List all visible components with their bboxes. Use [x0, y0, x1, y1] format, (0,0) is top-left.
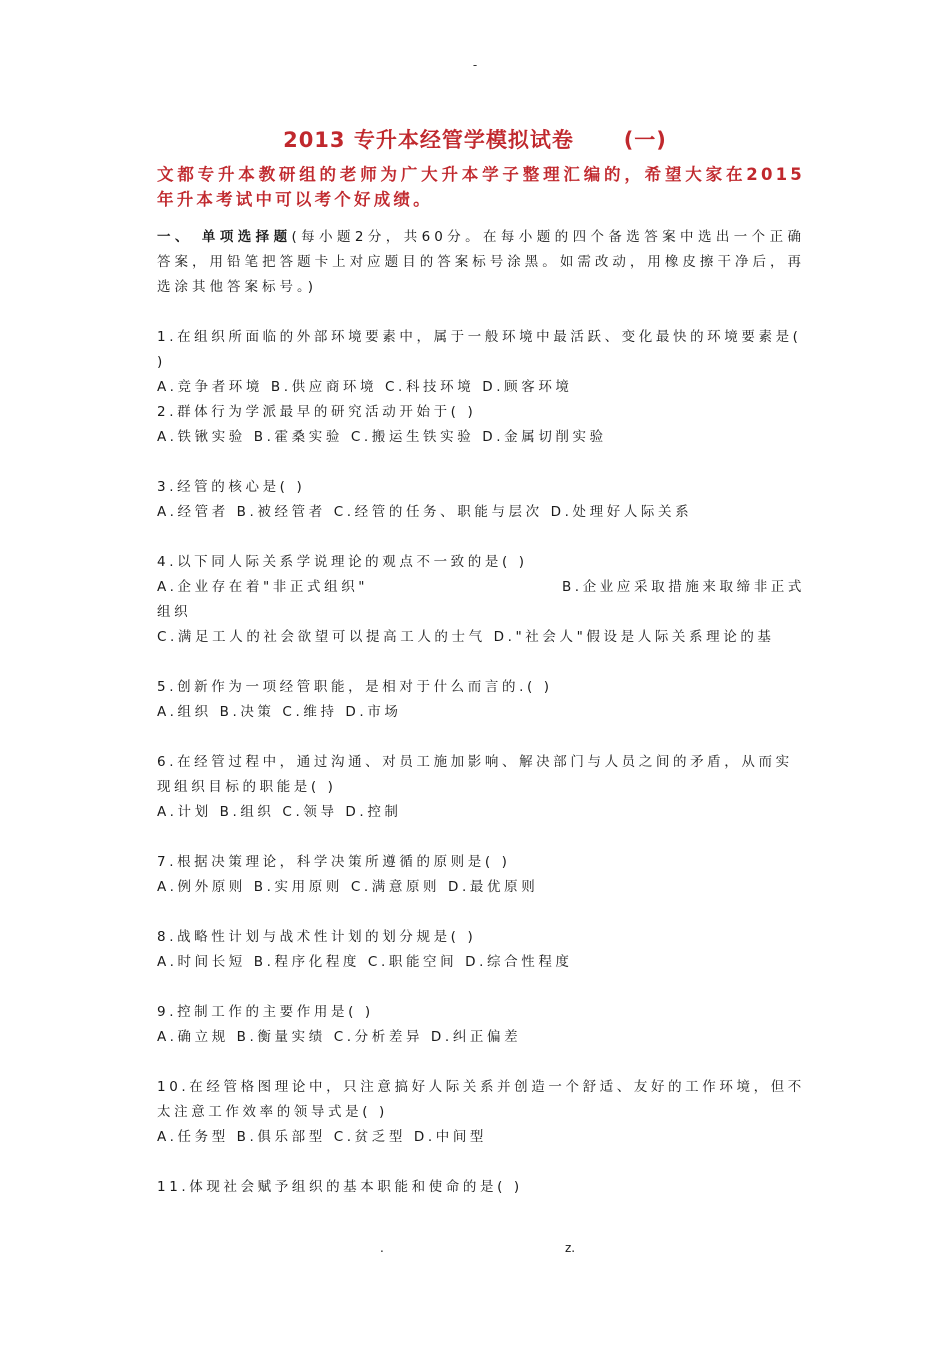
footer-left-mark: .: [380, 1241, 384, 1255]
question-options: A.组织 B.决策 C.维持 D.市场: [157, 704, 402, 720]
question-options: A.经管者 B.被经管者 C.经管的任务、职能与层次 D.处理好人际关系: [157, 504, 693, 520]
footer-right-mark: z.: [565, 1241, 576, 1255]
question-stem: 11.体现社会赋予组织的基本职能和使命的是( ): [157, 1179, 523, 1195]
option-a: A.企业存在着"非正式组织": [157, 579, 369, 595]
question-options: A.任务型 B.俱乐部型 C.贫乏型 D.中间型: [157, 1129, 488, 1145]
question-6: [157, 750, 805, 825]
question-options: A.时间长短 B.程序化程度 C.职能空间 D.综合性程度: [157, 954, 573, 970]
section-header: [157, 225, 805, 300]
question-stem: 5.创新作为一项经管职能，是相对于什么而言的.( ): [157, 679, 553, 695]
option-b: B.企业应采取措施来取缔非正式: [561, 579, 805, 595]
question-2: [157, 400, 805, 450]
question-stem: 6.在经管过程中，通过沟通、对员工施加影响、解决部门与人员之间的矛盾，从而实现组织目标的职能是( ): [157, 754, 793, 795]
section-instructions: (每小题2分，共60分。在每小题的四个备选答案中选出一个正确答案，用铅笔把答题卡上对应题目的答案标号涂黑。如需改动，用橡皮擦干净后，再选涂其他答案标号。): [157, 229, 805, 295]
section-label: 一、 单项选择题: [157, 229, 292, 245]
question-stem: 8.战略性计划与战术性计划的划分规是( ): [157, 929, 477, 945]
question-10: [157, 1075, 805, 1150]
question-4: [157, 550, 805, 650]
question-options: A.确立规 B.衡量实绩 C.分析差异 D.纠正偏差: [157, 1029, 522, 1045]
question-options-row: [157, 575, 805, 600]
question-stem: 3.经管的核心是( ): [157, 479, 306, 495]
question-stem: 1.在组织所面临的外部环境要素中，属于一般环境中最活跃、变化最快的环境要素是( ): [157, 329, 802, 370]
question-stem: 4.以下同人际关系学说理论的观点不一致的是( ): [157, 554, 528, 570]
header-mark: -: [472, 58, 478, 72]
question-options: A.计划 B.组织 C.领导 D.控制: [157, 804, 402, 820]
option-b-continued: 组织: [157, 604, 192, 620]
question-9: [157, 1000, 805, 1050]
question-stem: 2.群体行为学派最早的研究活动开始于( ): [157, 404, 477, 420]
question-options: C.满足工人的社会欲望可以提高工人的士气 D."社会人"假设是人际关系理论的基: [157, 629, 775, 645]
question-options: A.例外原则 B.实用原则 C.满意原则 D.最优原则: [157, 879, 539, 895]
question-1: [157, 325, 805, 400]
page-title: 2013 专升本经管学模拟试卷 (一): [283, 128, 667, 152]
question-11: [157, 1175, 805, 1200]
question-stem: 9.控制工作的主要作用是( ): [157, 1004, 374, 1020]
question-3: [157, 475, 805, 525]
question-7: [157, 850, 805, 900]
question-5: [157, 675, 805, 725]
question-options: A.铁锹实验 B.霍桑实验 C.搬运生铁实验 D.金属切削实验: [157, 429, 607, 445]
question-options: A.竞争者环境 B.供应商环境 C.科技环境 D.顾客环境: [157, 379, 573, 395]
intro-text: 文都专升本教研组的老师为广大升本学子整理汇编的，希望大家在2015 年升本考试中可以考个好成绩。: [157, 165, 805, 209]
question-stem: 7.根据决策理论，科学决策所遵循的原则是( ): [157, 854, 511, 870]
question-8: [157, 925, 805, 975]
question-stem: 10.在经管格图理论中，只注意搞好人际关系并创造一个舒适、友好的工作环境，但不太注意工作效率的领导式是( ): [157, 1079, 805, 1120]
